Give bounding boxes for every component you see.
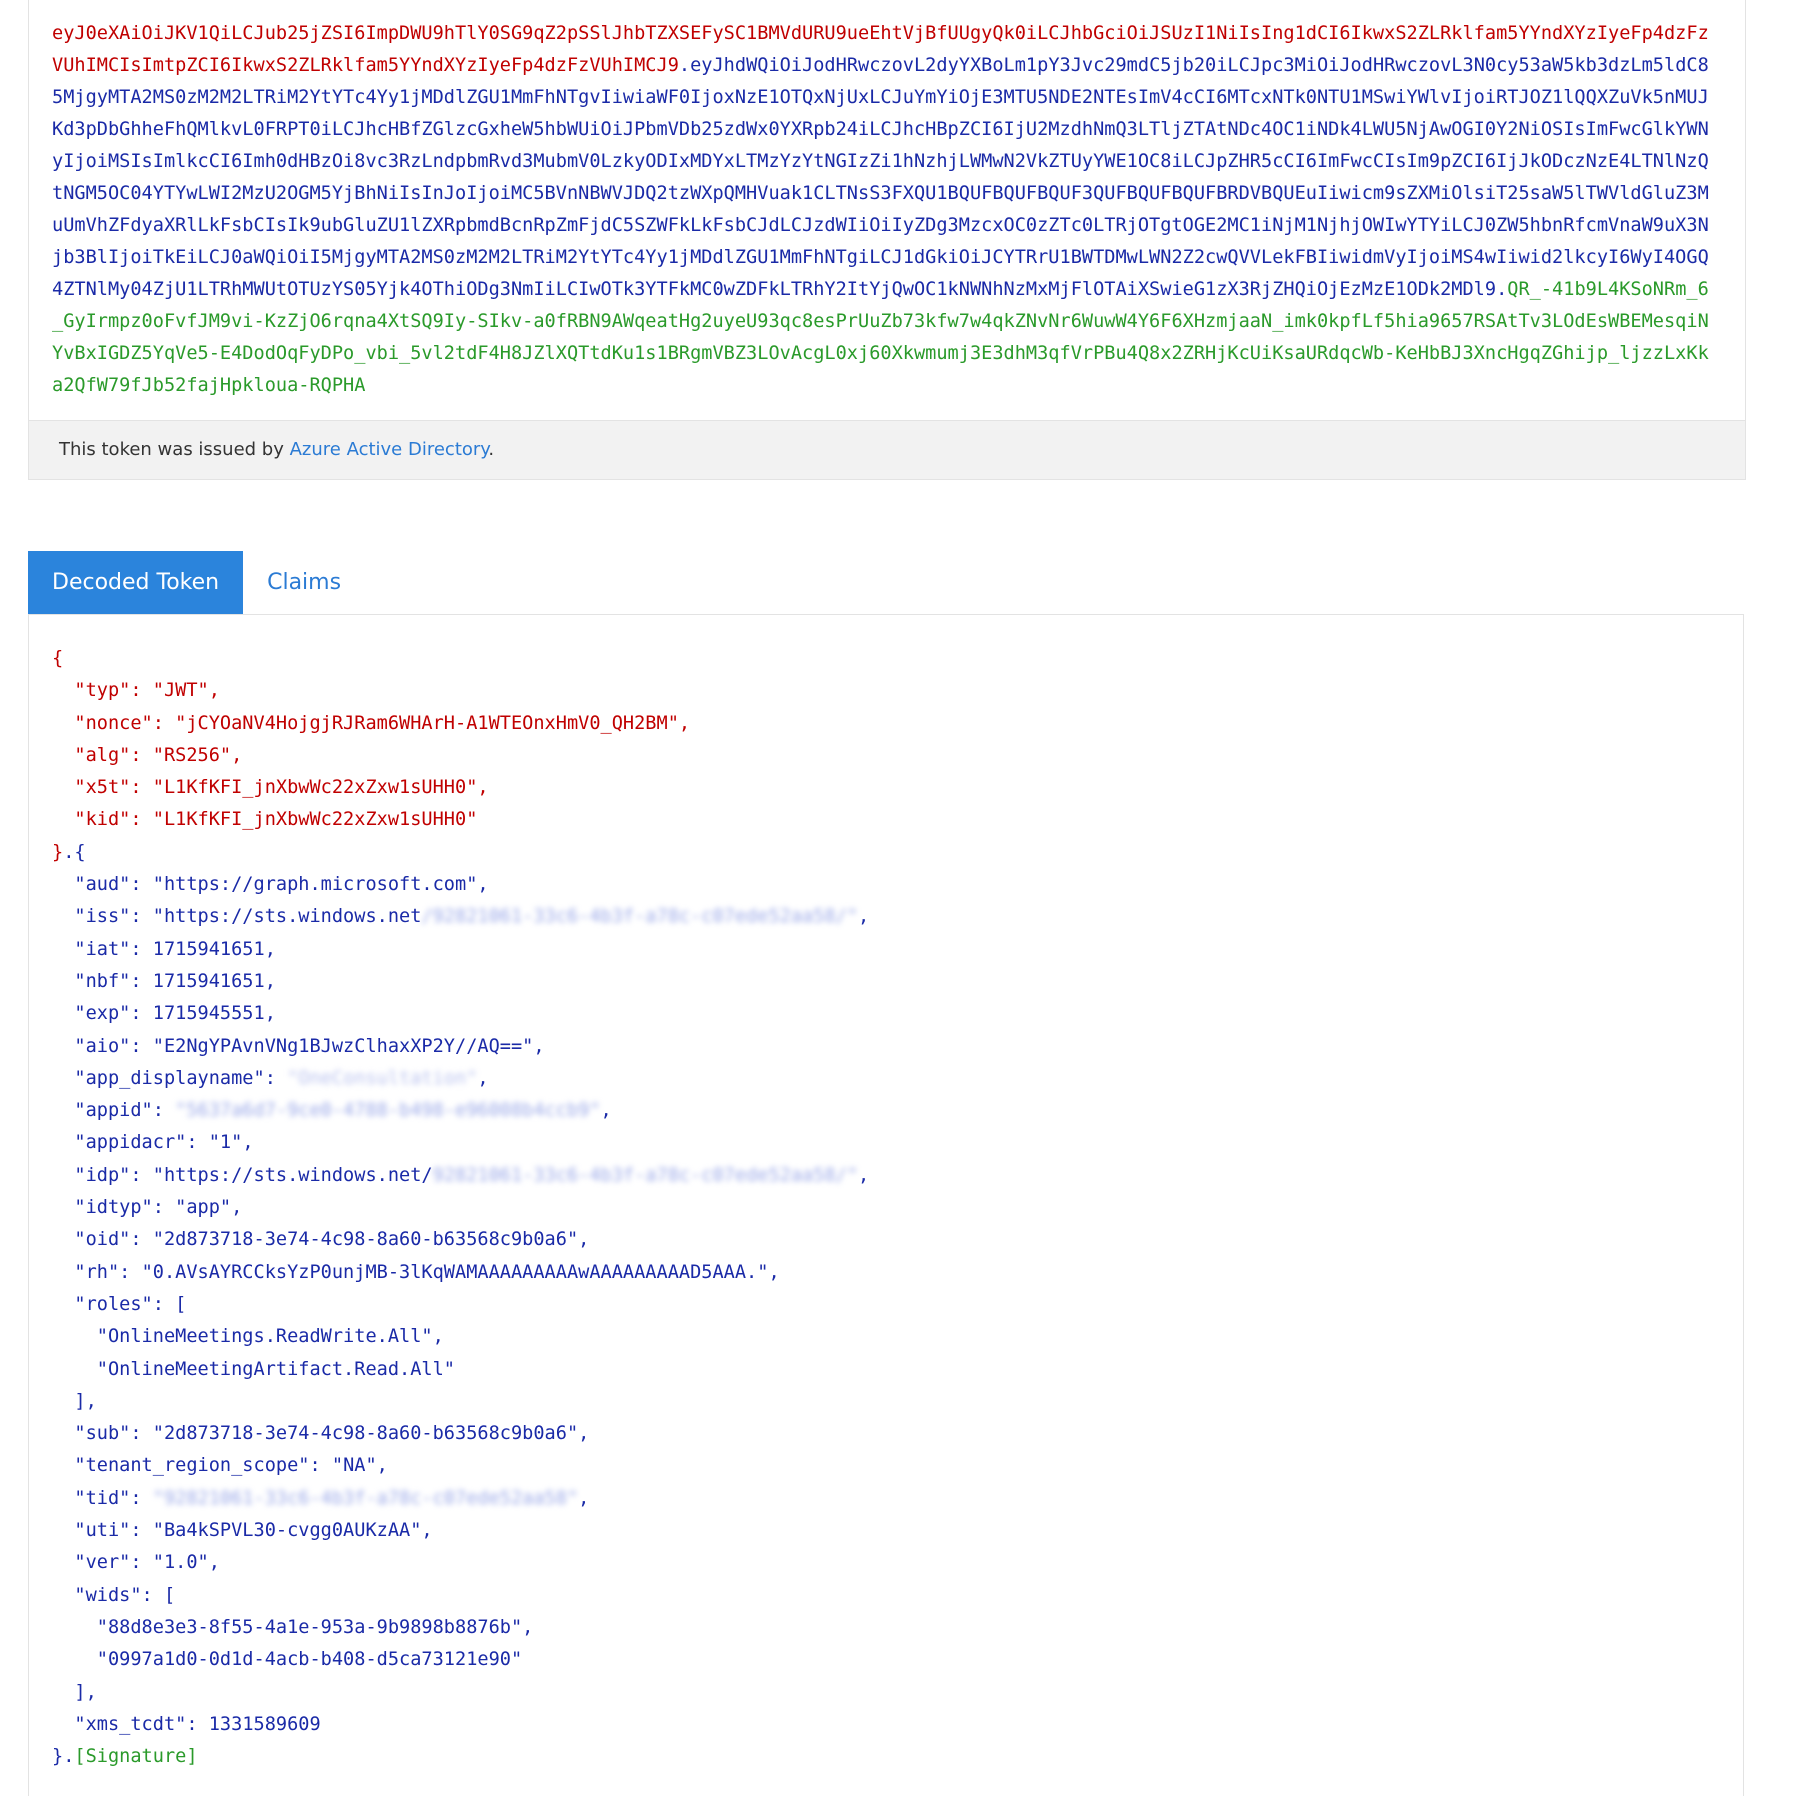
issuer-suffix: . — [488, 439, 495, 460]
payload-aud-value: "https://graph.microsoft.com" — [152, 874, 478, 896]
issuer-bar — [29, 420, 1745, 479]
header-kid-value: "L1KfKFI_jnXbwWc22xZxw1sUHH0" — [152, 809, 478, 831]
json-line: "iat": 1715941651, — [52, 938, 276, 960]
json-line: "exp": 1715945551, — [52, 1003, 276, 1025]
payload-appidacr-value: "1" — [208, 1132, 243, 1154]
segment-separator: . — [678, 55, 691, 76]
json-line: "88d8e3e3-8f55-4a1e-953a-9b9898b8876b", — [96, 1616, 534, 1638]
segment-separator: . — [1496, 279, 1508, 300]
json-line: ], — [52, 1390, 97, 1412]
redacted-app-displayname: "OneConsultation" — [287, 1067, 478, 1089]
json-line: "x5t": "L1KfKFI_jnXbwWc22xZxw1sUHH0", — [52, 777, 489, 799]
payload-idtyp-value: "app" — [175, 1197, 232, 1219]
json-line: "aio": "E2NgYPAvnVNg1BJwzClhaxXP2Y//AQ==", — [52, 1035, 545, 1057]
json-line: "aud": "https://graph.microsoft.com", — [52, 874, 489, 896]
decoded-token-panel — [28, 614, 1744, 1796]
payload-ver-value: "1.0" — [152, 1552, 209, 1574]
payload-uti-value: "Ba4kSPVL30-cvgg0AUKzAA" — [152, 1520, 422, 1542]
encoded-signature-segment: QR_-41b9L4KSoNRm_6_GyIrmpz0oFvfJM9vi-KzZjO6rqna4XtSQ9Iy-SIkv-a0fRBN9AWqeatHg2uyeU93qc8esPrUuZb73kfw7w4qkZNvNr6WuwW4Y6F6XHzmjaaN_imk0kpfLf5hia9657RSAtTv3LOdEsWBEMesqiNYvBxIGDZ5YqVe5-E4DodOqFyDPo_vbi_5vl2tdF4H8JZlXQTtdKu1s1BRgmVBZ3LOvAcgL0xj60Xkwmumj3E3dhM3qfVrPBu4Q8x2ZRHjKcUiKsaURdqcWb-KeHbBJ3XncHgqZGhijp_ljzzLxKka2QfW79fJb52fajHpkloua-RQPHA — [52, 279, 1709, 396]
payload-aio-value: "E2NgYPAvnVNg1BJwzClhaxXP2Y//AQ==" — [152, 1035, 534, 1057]
payload-role-item: "OnlineMeetingArtifact.Read.All" — [96, 1358, 456, 1380]
json-line: "roles": [ — [52, 1293, 187, 1315]
payload-wid-item: "0997a1d0-0d1d-4acb-b408-d5ca73121e90" — [96, 1649, 523, 1671]
json-line: "typ": "JWT", — [52, 680, 220, 702]
json-line: "oid": "2d873718-3e74-4c98-8a60-b63568c9b0a6", — [52, 1229, 590, 1251]
json-line: }.[Signature] — [52, 1746, 198, 1768]
payload-exp-value: 1715945551 — [152, 1003, 265, 1025]
json-line — [52, 1354, 1743, 1386]
json-line: "tenant_region_scope": "NA", — [52, 1455, 388, 1477]
signature-label: [Signature] — [74, 1746, 198, 1768]
json-line: "iss": "https://sts.windows.net/92821061-33c6-4b3f-a78c-c07ede52aa58/", — [52, 901, 1743, 933]
payload-wid-item: "88d8e3e3-8f55-4a1e-953a-9b9898b8876b" — [96, 1616, 523, 1638]
json-line: "idtyp": "app", — [52, 1197, 243, 1219]
header-typ-value: "JWT" — [152, 680, 209, 702]
redacted-appid: "5637a6d7-9ce0-4788-b498-e96008b4ccb9" — [175, 1100, 601, 1122]
json-line: "ver": "1.0", — [52, 1552, 220, 1574]
json-line: { — [52, 648, 64, 669]
header-alg-value: "RS256" — [152, 744, 232, 766]
json-line: "appid": "5637a6d7-9ce0-4788-b498-e96008b4ccb9", — [52, 1095, 1743, 1127]
json-line: "uti": "Ba4kSPVL30-cvgg0AUKzAA", — [52, 1520, 433, 1542]
payload-oid-value: "2d873718-3e74-4c98-8a60-b63568c9b0a6" — [152, 1229, 579, 1251]
payload-rh-value: "0.AVsAYRCCksYzP0unjMB-3lKqWAMAAAAAAAAAwAAAAAAAAAD5AAA." — [141, 1261, 769, 1283]
json-line: "app_displayname": "OneConsultation", — [52, 1063, 1743, 1095]
json-line: "sub": "2d873718-3e74-4c98-8a60-b63568c9b0a6", — [52, 1423, 590, 1445]
json-line: ], — [52, 1681, 97, 1703]
encoded-token-text[interactable] — [29, 0, 1745, 420]
payload-nbf-value: 1715941651 — [152, 970, 265, 992]
json-line: "OnlineMeetings.ReadWrite.All", — [96, 1326, 444, 1348]
issuer-link[interactable]: Azure Active Directory — [289, 439, 489, 460]
json-line: "tid": "92821061-33c6-4b3f-a78c-c07ede52aa58", — [52, 1483, 1743, 1515]
decoded-json[interactable] — [29, 615, 1743, 1773]
json-line: "nonce": "jCYOaNV4HojgjRJRam6WHArH-A1WTEOnxHmV0_QH2BM", — [52, 712, 691, 734]
json-line: "appidacr": "1", — [52, 1132, 254, 1154]
redacted-iss: /92821061-33c6-4b3f-a78c-c07ede52aa58/" — [421, 906, 859, 928]
json-line: "xms_tcdt": 1331589609 — [52, 1713, 321, 1735]
payload-tenant-region-value: "NA" — [331, 1455, 377, 1477]
issuer-prefix: This token was issued by — [59, 439, 290, 460]
encoded-token-panel — [28, 0, 1746, 480]
payload-xms-tcdt-value: 1331589609 — [208, 1713, 321, 1735]
redacted-idp: 92821061-33c6-4b3f-a78c-c07ede52aa58/" — [432, 1164, 859, 1186]
redacted-tid: "92821061-33c6-4b3f-a78c-c07ede52aa58" — [152, 1487, 579, 1509]
json-line: "alg": "RS256", — [52, 744, 243, 766]
encoded-header-segment: eyJ0eXAiOiJKV1QiLCJub25jZSI6ImpDWU9hTlY0SG9qZ2pSSlJhbTZXSEFySC1BMVdURU9ueEhtVjBfUUgyQk0iLCJhbGciOiJSUzI1NiIsIng1dCI6IkwxS2ZLRklfam5YYndXYzIyeFp4dzFzVUhIMCIsImtpZCI6IkwxS2ZLRklfam5YYndXYzIyeFp4dzFzVUhIMCJ9 — [52, 23, 1709, 76]
payload-iat-value: 1715941651 — [152, 938, 265, 960]
json-line: "kid": "L1KfKFI_jnXbwWc22xZxw1sUHH0" — [52, 809, 478, 831]
payload-idp-value: "https://sts.windows.net/ — [152, 1164, 433, 1186]
encoded-payload-segment: eyJhdWQiOiJodHRwczovL2dyYXBoLm1pY3Jvc29mdC5jb20iLCJpc3MiOiJodHRwczovL3N0cy53aW5kb3dzLm5ldC85MjgyMTA2MS0zM2M2LTRiM2YtYTc4Yy1jMDdlZGU1MmFhNTgvIiwiaWF0IjoxNzE1OTQxNjUxLCJuYmYiOjE3MTU5NDE2NTEsImV4cCI6MTcxNTk0NTU1MSwiYWlvIjoiRTJOZ1lQQXZuVk5nMUJKd3pDbGhheFhQMlkvL0FRPT0iLCJhcHBfZGlzcGxheW5hbWUiOiJPbmVDb25zdWx0YXRpb24iLCJhcHBpZCI6IjU2MzdhNmQ3LTljZTAtNDc4OC1iNDk4LWU5NjAwOGI0Y2NiOSIsImFwcGlkYWNyIjoiMSIsImlkcCI6Imh0dHBzOi8vc3RzLndpbmRvd3MubmV0LzkyODIxMDYxLTMzYzYtNGIzZi1hNzhjLWMwN2VkZTUyYWE1OC8iLCJpZHR5cCI6ImFwcCIsIm9pZCI6IjJkODczNzE4LTNlNzQtNGM5OC04YTYwLWI2MzU2OGM5YjBhNiIsInJoIjoiMC5BVnNBWVJDQ2tzWXpQMHVuak1CLTNsS3FXQU1BQUFBQUFBQUF3QUFBQUFBQUFBRDVBQUEuIiwicm9sZXMiOlsiT25saW5lTWVldGluZ3MuUmVhZFdyaXRlLkFsbCIsIk9ubGluZU1lZXRpbmdBcnRpZmFjdC5SZWFkLkFsbCJdLCJzdWIiOiIyZDg3MzcxOC0zZTc0LTRjOTgtOGE2MC1iNjM1NjhjOWIwYTYiLCJ0ZW5hbnRfcmVnaW9uX3Njb3BlIjoiTkEiLCJ0aWQiOiI5MjgyMTA2MS0zM2M2LTRiM2YtYTc4Yy1jMDdlZGU1MmFhNTgiLCJ1dGkiOiJCYTRrU1BWTDMwLWN2Z2cwQVVLekFBIiwidmVyIjoiMS4wIiwid2lkcyI6WyI4OGQ4ZTNlMy04ZjU1LTRhMWUtOTUzYS05Yjk4OThiODg3NmIiLCIwOTk3YTFkMC0wZDFkLTRhY2ItYjQwOC1kNWNhNzMxMjFlOTAiXSwieG1zX3RjZHQiOjEzMzE1ODk2MDl9 — [52, 55, 1709, 300]
json-line: }.{ — [52, 841, 86, 863]
payload-role-item: "OnlineMeetings.ReadWrite.All" — [96, 1326, 433, 1348]
header-nonce-value: "jCYOaNV4HojgjRJRam6WHArH-A1WTEOnxHmV0_QH2BM" — [175, 712, 679, 734]
tab-decoded-token[interactable]: Decoded Token — [28, 551, 243, 614]
payload-iss-value: "https://sts.windows.net — [152, 906, 422, 928]
token-tabs — [28, 551, 1746, 615]
header-x5t-value: "L1KfKFI_jnXbwWc22xZxw1sUHH0" — [152, 777, 478, 799]
json-line: "wids": [ — [52, 1584, 176, 1606]
json-line: "idp": "https://sts.windows.net/92821061-33c6-4b3f-a78c-c07ede52aa58/", — [52, 1160, 1743, 1192]
tab-claims[interactable]: Claims — [267, 570, 342, 595]
json-line: "rh": "0.AVsAYRCCksYzP0unjMB-3lKqWAMAAAAAAAAAwAAAAAAAAAD5AAA.", — [52, 1261, 780, 1283]
json-line — [52, 1644, 1743, 1676]
payload-sub-value: "2d873718-3e74-4c98-8a60-b63568c9b0a6" — [152, 1423, 579, 1445]
json-line: "nbf": 1715941651, — [52, 970, 276, 992]
